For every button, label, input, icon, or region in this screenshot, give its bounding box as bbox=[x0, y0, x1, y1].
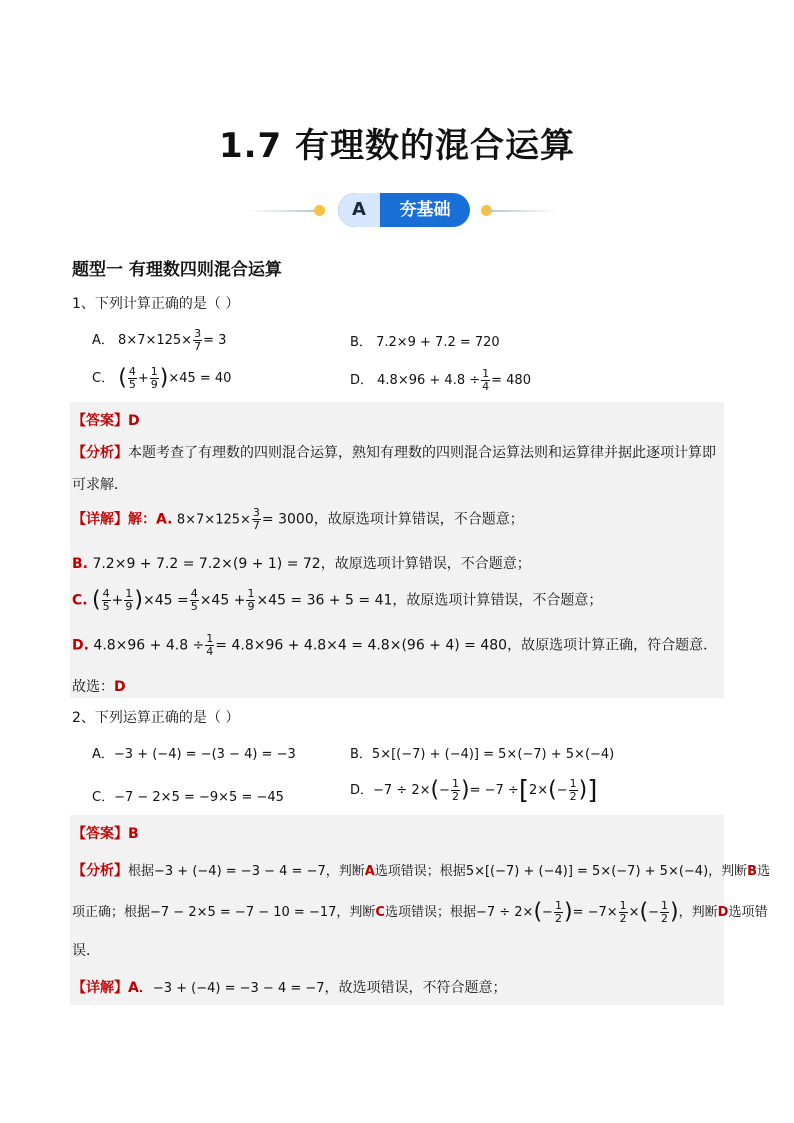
q1-detail-c: C. ( $\frac{4}{5}$ + $\frac{1}{9}$ )×45 = $\frac{4}{5}$ ×45 + $\frac{1}{9}$ ×45 = 36 + 5 = 41，故原选项计算错误，不合题意； bbox=[72, 587, 603, 613]
banner-line-right bbox=[488, 210, 558, 212]
section-banner bbox=[248, 193, 558, 229]
q1-option-d: D． 4.8×96 + 4.8 ÷ $\frac{1}{4}$ = 480 bbox=[350, 367, 531, 393]
q1-answer: 【答案】D bbox=[72, 413, 140, 429]
q2-analysis-line2: 项正确；根据−7 − 2×5 = −7 − 10 = −17，判断C选项错误；根据−7 ÷ 2×(− $\frac{1}{2}$ )= −7× $\frac{1}{2}$ ×(− $\frac{1}{2}$ )，判断D选项错 bbox=[72, 899, 768, 925]
q2-option-c: C．−7 − 2×5 = −9×5 = −45 bbox=[92, 790, 284, 805]
banner-line-left bbox=[248, 210, 318, 212]
banner-pill bbox=[338, 193, 470, 227]
q1-option-a-frac: $\frac{3}{7}$ bbox=[194, 327, 202, 353]
q1-analysis-cont: 可求解． bbox=[72, 477, 128, 493]
q1-option-a-tail: = 3 bbox=[203, 333, 227, 348]
q2-option-d: D．−7 ÷ 2×(− $\frac{1}{2}$ )= −7 ÷[2×(− $\frac{1}{2}$ )] bbox=[350, 775, 598, 806]
q1-option-c-label: C． bbox=[92, 371, 115, 386]
q1-option-b bbox=[350, 331, 500, 350]
banner-badge: A bbox=[338, 193, 380, 227]
q2-detail-a: 【详解】A．−3 + (−4) = −3 − 4 = −7，故选项错误，不符合题意； bbox=[72, 980, 507, 996]
q1-option-a-label: A． bbox=[92, 333, 114, 348]
q1-stem: 1、下列计算正确的是（ ） bbox=[72, 296, 240, 312]
q1-detail-b: B. 7.2×9 + 7.2 = 7.2×(9 + 1) = 72，故原选项计算错误，不合题意； bbox=[72, 556, 531, 572]
q1-option-d-label: D． bbox=[350, 373, 374, 388]
q1-option-b-expr: 7.2×9 + 7.2 = 720 bbox=[376, 335, 500, 350]
q2-stem: 2、下列运算正确的是（ ） bbox=[72, 710, 240, 726]
banner-dot-left bbox=[314, 205, 325, 216]
q1-option-d-tail: = 480 bbox=[491, 373, 531, 388]
banner-label: 夯基础 bbox=[399, 200, 451, 220]
q1-option-b-label: B． bbox=[350, 335, 372, 350]
page-title: 1.7 有理数的混合运算 bbox=[218, 126, 576, 166]
q1-detail-d: D. 4.8×96 + 4.8 ÷ $\frac{1}{4}$ = 4.8×96 + 4.8×4 = 4.8×(96 + 4) = 480，故原选项计算正确，符合题意． bbox=[72, 632, 718, 658]
q1-option-d-expr: 4.8×96 + 4.8 ÷ bbox=[377, 373, 481, 388]
q1-detail-a: 【详解】解：A. 8×7×125× $\frac{3}{7}$ = 3000，故原选项计算错误，不合题意； bbox=[72, 506, 524, 532]
section-heading: 题型一 有理数四则混合运算 bbox=[72, 260, 282, 280]
q2-analysis-line1: 【分析】根据−3 + (−4) = −3 − 4 = −7，判断A选项错误；根据5×[(−7) + (−4)] = 5×(−7) + 5×(−4)，判断B选 bbox=[72, 863, 771, 879]
q1-option-a-expr: 8×7×125× bbox=[118, 333, 193, 348]
q2-option-a: A．−3 + (−4) = −(3 − 4) = −3 bbox=[92, 747, 296, 762]
q2-analysis-line3: 误． bbox=[72, 943, 100, 959]
q1-option-c: C． ( $\frac{4}{5}$ + $\frac{1}{9}$ )×45 = 40 bbox=[92, 365, 232, 391]
q1-analysis: 【分析】本题考查了有理数的四则混合运算，熟知有理数的四则混合运算法则和运算律并据此逐项计算即 bbox=[72, 445, 716, 461]
q1-option-a bbox=[92, 328, 226, 353]
q1-option-c-tail: ×45 = 40 bbox=[168, 371, 232, 386]
q1-choose: 故选：D bbox=[72, 679, 126, 695]
q2-option-b: B．5×[(−7) + (−4)] = 5×(−7) + 5×(−4) bbox=[350, 747, 615, 762]
q2-answer: 【答案】B bbox=[72, 826, 139, 842]
